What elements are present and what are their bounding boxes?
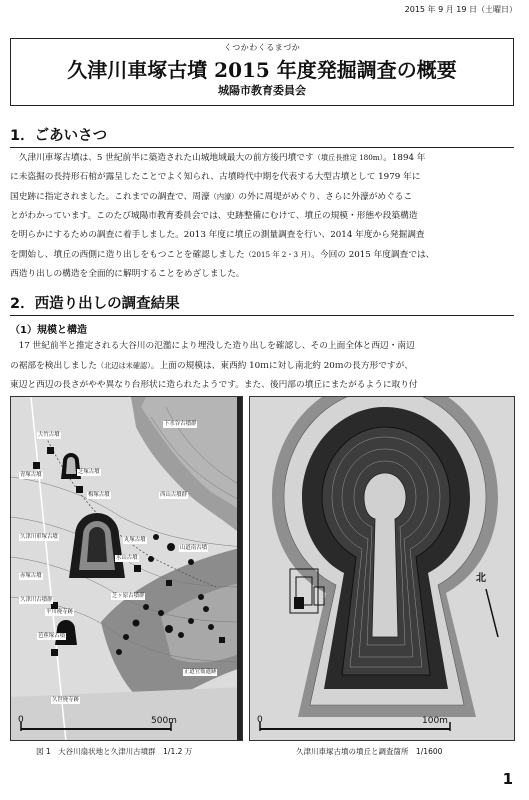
map-label-mizuyama: 水山古墳 — [116, 555, 138, 561]
left-scale-zero: 0 — [18, 715, 24, 725]
page-subtitle: 城陽市教育委員会 — [218, 84, 306, 97]
map-label-nishiyama: 西山古墳群 — [160, 492, 187, 498]
caption-left-map: 図 1 大谷川扇状地と久津川古墳群 1/1.2 万 — [36, 747, 193, 756]
north-label: 北 — [476, 573, 486, 584]
subsection-heading-scale: （1）規模と構造 — [10, 325, 87, 336]
map-label-yamadaminami: 山道南古墳 — [180, 545, 207, 551]
tumulus-plan-map — [249, 396, 515, 741]
map-label-shibazuka: 芝塚古墳 — [78, 469, 100, 475]
map-label-aokubo: 青塚古墳 — [20, 472, 42, 478]
map-label-otani: 大竹古墳 — [38, 432, 60, 438]
section-heading-results: 2．西造り出しの調査結果 — [10, 292, 514, 316]
map-label-umetsuka: 梅塚古墳 — [88, 492, 110, 498]
title-box — [10, 38, 514, 106]
page-title: 久津川車塚古墳 2015 年度発掘調査の概要 — [67, 58, 457, 82]
section-heading-greeting: 1．ごあいさつ — [10, 124, 514, 148]
map-label-kuse: 久世廃寺跡 — [52, 697, 79, 703]
results-paragraph: 17 世紀前半と推定される大谷川の氾濫により埋没した造り出しを確認し、その上面全体と西辺・南辺 の裾部を検出しました（北辺は未確認）。上面の規模は、東西約 10ｍに対し南北約 20ｍの長方形ですが、 東辺と西辺の長さがやや異なり台形状に造られたようです。また、後円部の墳丘にまたがるように取り付 — [10, 341, 418, 390]
greeting-paragraph: 久津川車塚古墳は、5 世紀前半に築造された山城地域最大の前方後円墳です（墳丘長推定 180m）。1894 年 に未盗掘の長持形石棺が露呈したことでよく知られ、古墳時代中期を代表する大型古墳として 1979 年に 国史跡に指定されました。これまでの調査で、周濠（内濠）の外に周堤がめぐり、さらに外濠がめぐるこ とがわかっています。このたび城陽市教育委員会では、史跡整備にむけて、墳丘の規模・形態や段築構造 を明らかにするための調査に着手しました。2013 年度に墳丘の測量調査を行い、2014 年度から発掘調査 を開始し、墳丘の西側に造り出しをもつことを確認しました（2015 年 2・3 月）。今回の 2015 年度調査では、 西造り出しの構造を全面的に解明することをめざしました。 — [10, 153, 435, 279]
title-ruby: くつかわくるまづか — [223, 43, 301, 52]
caption-right-map: 久津川車塚古墳の墳丘と調査箇所 1/1600 — [296, 747, 443, 756]
map-label-marutsuka: 丸塚古墳 — [124, 537, 146, 543]
map-label-hirakawa: 平川廃寺跡 — [46, 609, 73, 615]
fan-area-map-graphic — [11, 397, 243, 741]
right-scale-zero: 0 — [257, 715, 263, 725]
date-header: 2015 年 9 月 19 日（土曜日） — [404, 5, 517, 14]
right-scale-label: 100m — [422, 716, 448, 726]
map-label-shimoosho: 下水谷古墳群 — [164, 421, 197, 427]
map-label-seikan: 正道官衙遺跡 — [184, 669, 217, 675]
fan-area-map — [10, 396, 243, 741]
map-label-kutsukawa-group: 久津川古墳群 — [20, 597, 53, 603]
map-label-sekiya: 芭蕉塚古墳 — [38, 633, 65, 639]
left-scale-label: 500m — [151, 716, 177, 726]
map-label-shibagahara: 芝ヶ原古墳群 — [112, 593, 145, 599]
page-number: 1 — [502, 770, 513, 788]
map-label-kurumazuka: 久津川車塚古墳 — [20, 534, 58, 540]
map-label-akasaka: 赤塚古墳 — [20, 573, 42, 579]
